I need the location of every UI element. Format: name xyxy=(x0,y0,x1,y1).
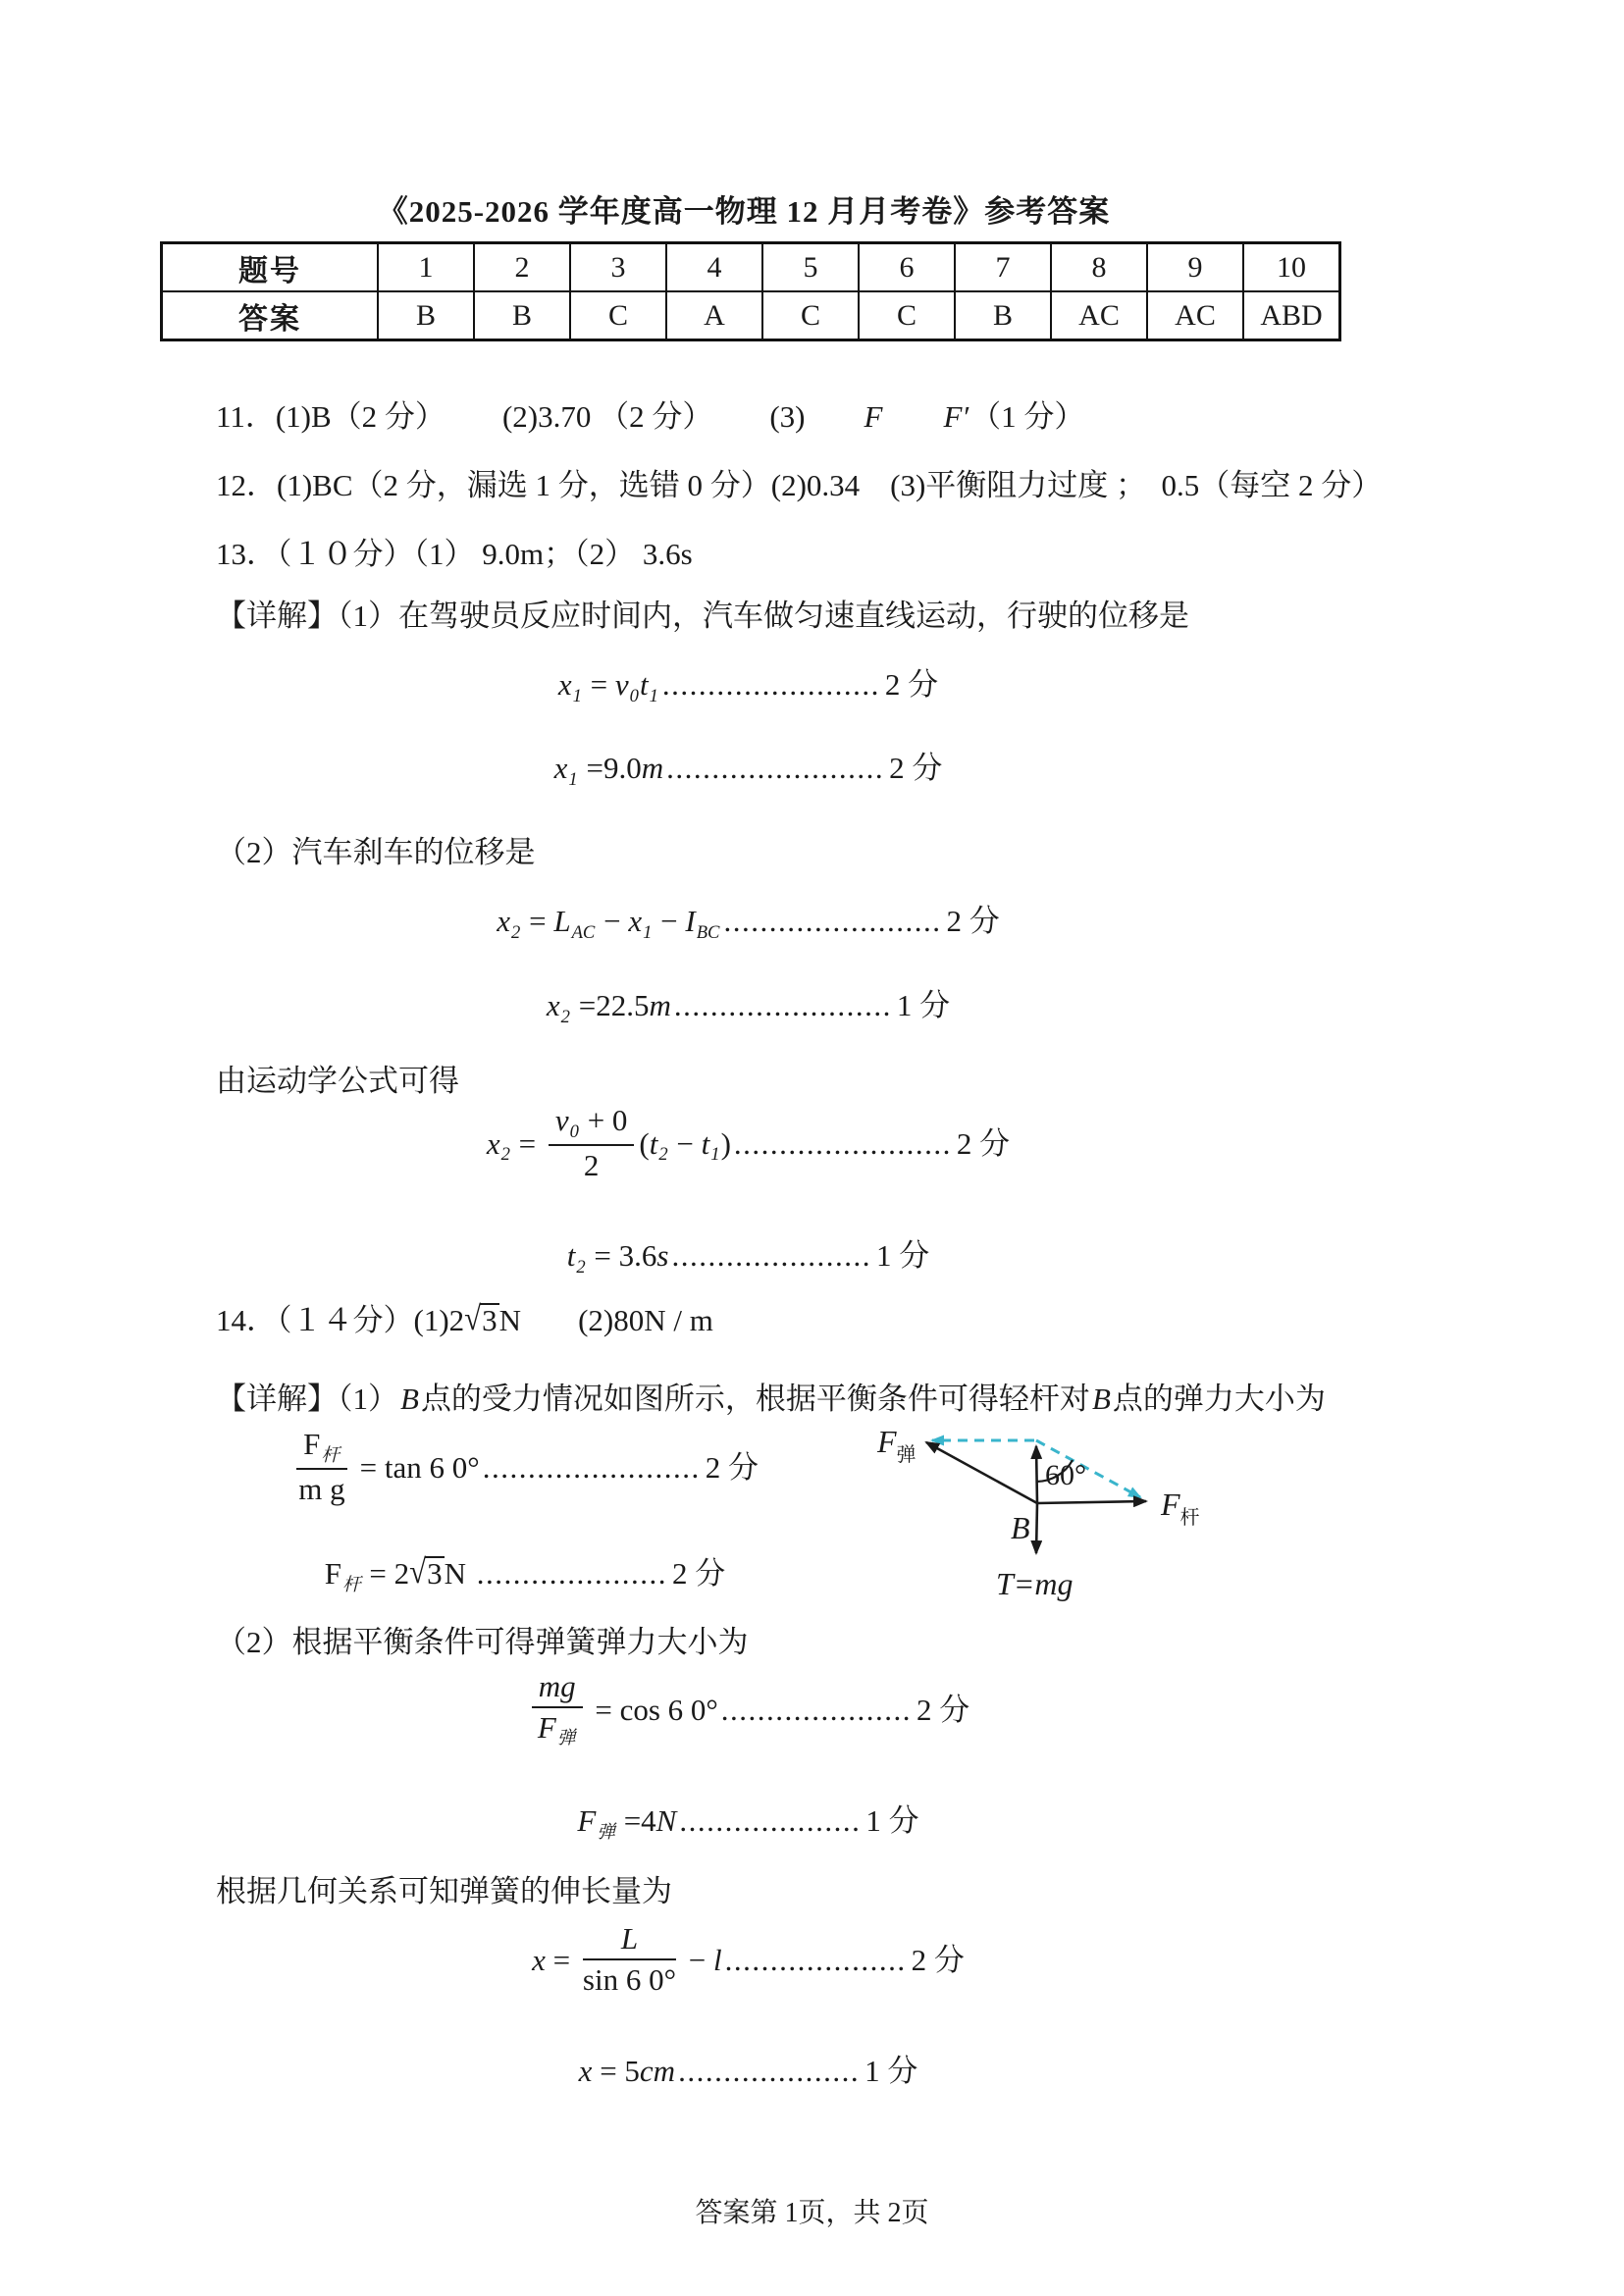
answer-value-cell: C xyxy=(859,291,955,340)
question-number-row xyxy=(162,243,1340,292)
tension-arrow xyxy=(1036,1503,1037,1553)
math-token: N xyxy=(655,1803,677,1838)
text-run: 点的受力情况如图所示，根据平衡条件可得轻杆对 xyxy=(420,1382,1090,1416)
q12-answer-line: 12．(1)BC（2 分，漏选 1 分，选错 0 分）(2)0.34 (3)平衡阻力过度 ； 0.5（每空 2 分） xyxy=(216,468,1383,502)
fraction-numerator xyxy=(549,1103,635,1146)
fraction xyxy=(532,1669,583,1749)
answer-key-table xyxy=(160,241,1341,341)
italic-text: B xyxy=(1091,1382,1111,1416)
math-expression xyxy=(546,988,671,1027)
math-expression xyxy=(527,1669,718,1749)
dot-leader: ........................ xyxy=(482,1449,701,1485)
fraction-numerator xyxy=(296,1427,347,1470)
tension-label: T=mg xyxy=(996,1566,1074,1601)
math-token: 2 xyxy=(500,1144,510,1166)
angle-label: 60° xyxy=(1045,1459,1086,1491)
math-expression xyxy=(579,2054,675,2088)
math-expression xyxy=(553,751,664,790)
q14-part2-text: （2）根据平衡条件可得弹簧弹力大小为 xyxy=(216,1625,749,1659)
score-label: 2 分 xyxy=(917,1692,970,1727)
math-token: x xyxy=(628,904,643,938)
formula-x1-v0t1 xyxy=(201,659,1295,707)
radical-sign: √ xyxy=(464,1298,482,1337)
math-token: v xyxy=(554,1103,569,1138)
dot-leader: ........................ xyxy=(673,988,892,1022)
math-token: = 5 xyxy=(592,2054,640,2088)
question-number-cell: 1 xyxy=(378,243,474,292)
math-token: x xyxy=(557,667,572,702)
answer-value-cell: AC xyxy=(1051,291,1147,340)
math-token: − xyxy=(596,904,629,938)
formula-frod-tan60 xyxy=(162,1427,888,1511)
text-run: 14．（１４分）(1)2 xyxy=(216,1303,465,1337)
math-token: ( xyxy=(639,1125,650,1161)
q13-solution-intro: 【详解】（1）在驾驶员反应时间内，汽车做匀速直线运动，行驶的位移是 xyxy=(216,599,1189,633)
math-token: AC xyxy=(571,921,596,943)
math-token: 2 xyxy=(560,1006,570,1027)
answer-row xyxy=(162,291,1340,340)
score-label: 2 分 xyxy=(705,1449,759,1485)
math-token: N xyxy=(444,1556,474,1591)
math-token: ) xyxy=(720,1125,731,1161)
fraction-denominator xyxy=(583,1960,676,1998)
math-token: t xyxy=(566,1238,576,1273)
math-token: L xyxy=(553,904,571,938)
math-token: L xyxy=(620,1921,639,1957)
math-expression xyxy=(532,1921,722,1997)
sqrt-expression xyxy=(464,1298,499,1338)
math-token: x xyxy=(553,751,568,785)
math-expression xyxy=(324,1551,474,1595)
answer-value-cell: B xyxy=(474,291,570,340)
math-token: 1 xyxy=(568,768,578,790)
fraction-numerator xyxy=(583,1921,676,1960)
math-token: = tan 6 0° xyxy=(351,1449,480,1485)
radical-sign: √ xyxy=(409,1551,427,1591)
fraction xyxy=(549,1103,635,1183)
question-number-cell: 4 xyxy=(666,243,762,292)
rod-force-label: $F_杆$ xyxy=(1161,1487,1200,1529)
dot-leader: ...................... xyxy=(671,1238,871,1273)
math-token: − xyxy=(668,1125,702,1161)
math-token: m xyxy=(649,988,671,1022)
math-token: t xyxy=(649,1125,658,1161)
question-number-cell: 6 xyxy=(859,243,955,292)
answer-value-cell: AC xyxy=(1147,291,1243,340)
formula-mg-fspring-cos60 xyxy=(201,1669,1295,1753)
answer-value-cell: B xyxy=(378,291,474,340)
q13-kinematics-text: 由运动学公式可得 xyxy=(216,1064,459,1098)
italic-text: F′ xyxy=(943,399,969,434)
math-token: 2 xyxy=(576,1256,586,1278)
text-run: (2)3.70 （2 分） xyxy=(501,399,713,434)
score-label: 2 分 xyxy=(889,751,943,785)
resultant-vertical-arrow xyxy=(1036,1446,1037,1503)
answer-value-cell: A xyxy=(666,291,762,340)
math-token: x xyxy=(486,1125,500,1161)
math-expression xyxy=(577,1803,677,1843)
italic-text: B xyxy=(400,1382,419,1416)
question-number-cell: 8 xyxy=(1051,243,1147,292)
fraction-denominator xyxy=(296,1470,347,1507)
row-header-cell: 答案 xyxy=(162,291,379,340)
math-token: = xyxy=(570,988,597,1022)
dot-leader: ........................ xyxy=(733,1125,952,1161)
math-token: cm xyxy=(639,2054,676,2088)
question-number-cell: 9 xyxy=(1147,243,1243,292)
fraction-denominator xyxy=(532,1708,583,1749)
math-token: 弹 xyxy=(556,1728,576,1749)
math-token: F xyxy=(537,1709,556,1745)
math-token: 1 xyxy=(643,921,653,943)
math-token: = cos 6 0° xyxy=(587,1692,718,1727)
formula-fspring-4n xyxy=(201,1796,1295,1844)
math-token: 22.5 xyxy=(596,988,650,1022)
math-token: x xyxy=(497,904,511,938)
dot-leader: .................... xyxy=(724,1942,907,1977)
math-token: 2 xyxy=(511,921,521,943)
score-label: 1 分 xyxy=(896,988,951,1022)
math-token: t xyxy=(639,667,649,702)
answer-value-cell: ABD xyxy=(1243,291,1340,340)
radicand: 3 xyxy=(482,1303,498,1337)
score-label: 2 分 xyxy=(672,1556,726,1591)
math-token: F xyxy=(324,1556,341,1591)
text-run: (3) xyxy=(769,399,806,434)
radicand: 3 xyxy=(427,1556,443,1591)
math-token: − xyxy=(680,1942,713,1977)
formula-frod-2sqrt3 xyxy=(162,1548,888,1596)
math-token: 2 xyxy=(658,1144,668,1166)
math-token: 杆 xyxy=(342,1574,361,1595)
math-token: = xyxy=(510,1125,544,1161)
formula-x-5cm xyxy=(201,2046,1295,2090)
dot-leader: ........................ xyxy=(666,751,885,785)
spring-force-label: $F_弹$ xyxy=(877,1424,917,1466)
math-token: sin 6 0° xyxy=(582,1961,676,1997)
score-label: 1 分 xyxy=(865,1803,919,1838)
question-number-cell: 7 xyxy=(955,243,1051,292)
math-token: = xyxy=(521,904,554,938)
question-number-cell: 3 xyxy=(570,243,666,292)
math-expression xyxy=(497,904,720,943)
math-token: 1 xyxy=(572,685,582,706)
math-token: I xyxy=(685,904,696,938)
q14-answer-line xyxy=(216,1295,713,1339)
text-run: 11．(1)B（2 分） xyxy=(216,399,445,434)
score-label: 2 分 xyxy=(911,1942,965,1977)
dot-leader: .................... xyxy=(678,2054,861,2088)
formula-x-extension xyxy=(201,1921,1295,2001)
math-token: = 3.6 xyxy=(586,1238,657,1273)
formula-x2-avg-velocity xyxy=(201,1103,1295,1187)
math-token: 0 xyxy=(629,685,639,706)
fraction-denominator xyxy=(549,1146,635,1183)
formula-t2-36s xyxy=(201,1230,1295,1278)
math-token: m g xyxy=(298,1472,345,1507)
math-token: v xyxy=(614,667,629,702)
math-token: t xyxy=(701,1125,710,1161)
score-label: 1 分 xyxy=(864,2054,918,2088)
math-token: BC xyxy=(696,921,720,943)
math-token: mg xyxy=(538,1669,576,1704)
math-token: = xyxy=(545,1942,578,1977)
question-number-cell: 5 xyxy=(762,243,859,292)
math-token: x xyxy=(546,988,560,1022)
math-token: s xyxy=(656,1238,669,1273)
math-token: m xyxy=(641,751,664,785)
text-run: N xyxy=(498,1303,522,1337)
dot-leader: ........................ xyxy=(661,667,880,702)
question-number-cell: 2 xyxy=(474,243,570,292)
math-expression xyxy=(291,1427,480,1507)
math-token: + 0 xyxy=(579,1103,628,1138)
math-expression xyxy=(566,1238,669,1278)
rod-force-arrow xyxy=(1037,1501,1146,1503)
fraction xyxy=(583,1921,676,1997)
text-run: 点的弹力大小为 xyxy=(1112,1382,1326,1416)
math-token: 9.0 xyxy=(602,751,642,785)
math-token: x xyxy=(578,2054,593,2088)
text-run: 【详解】（1） xyxy=(216,1382,398,1416)
spring-force-arrow xyxy=(926,1442,1037,1503)
math-token: 1 xyxy=(649,685,658,706)
dot-leader: .................... xyxy=(679,1803,862,1838)
math-token: 4 xyxy=(641,1803,656,1838)
q11-answer-line xyxy=(216,391,1084,436)
fraction-numerator xyxy=(532,1669,583,1708)
question-number-cell: 10 xyxy=(1243,243,1340,292)
math-token: − xyxy=(653,904,686,938)
sqrt-expression xyxy=(409,1551,445,1592)
math-token: = xyxy=(582,667,615,702)
formula-x2-lac xyxy=(201,896,1295,944)
formula-x2-22m xyxy=(201,980,1295,1028)
math-token: 1 xyxy=(710,1144,720,1166)
math-token: 0 xyxy=(569,1121,579,1142)
text-run: (2)80N / m xyxy=(578,1303,713,1337)
score-label: 2 分 xyxy=(956,1125,1011,1161)
math-expression xyxy=(486,1103,731,1183)
q13-part2-text: （2）汽车刹车的位移是 xyxy=(216,835,536,869)
math-token: = 2 xyxy=(361,1556,410,1591)
text-run: （1 分） xyxy=(970,399,1085,434)
math-token: 2 xyxy=(583,1148,600,1183)
point-b-label: B xyxy=(1011,1510,1030,1545)
q13-answer-line: 13．（１０分）（1） 9.0m；（2） 3.6s xyxy=(216,537,693,571)
math-token: l xyxy=(712,1942,722,1977)
math-token: F xyxy=(577,1803,597,1838)
formula-x1-9m xyxy=(201,743,1295,791)
math-token: 杆 xyxy=(321,1444,340,1466)
math-token: x xyxy=(532,1942,546,1977)
answer-value-cell: C xyxy=(762,291,859,340)
score-label: 2 分 xyxy=(946,904,1000,938)
answer-value-cell: C xyxy=(570,291,666,340)
force-diagram xyxy=(852,1393,1313,1644)
math-token: = xyxy=(615,1803,642,1838)
dot-leader: ........................ xyxy=(723,904,942,938)
score-label: 2 分 xyxy=(884,667,939,702)
math-token: F xyxy=(303,1427,321,1462)
document-title: 《2025-2026 学年度高一物理 12 月月考卷》参考答案 xyxy=(377,194,1111,229)
dot-leader: ..................... xyxy=(720,1692,913,1727)
q14-geometry-text: 根据几何关系可知弹簧的伸长量为 xyxy=(216,1874,672,1908)
dot-leader: ..................... xyxy=(476,1556,667,1591)
math-expression xyxy=(557,667,659,706)
italic-text: F xyxy=(864,399,883,434)
math-token: = xyxy=(578,751,603,785)
answer-value-cell: B xyxy=(955,291,1051,340)
page-footer: 答案第 1页，共 2页 xyxy=(695,2198,929,2228)
math-token: 弹 xyxy=(597,1821,615,1843)
fraction xyxy=(296,1427,347,1507)
score-label: 1 分 xyxy=(875,1238,930,1273)
row-header-cell: 题号 xyxy=(162,243,379,292)
